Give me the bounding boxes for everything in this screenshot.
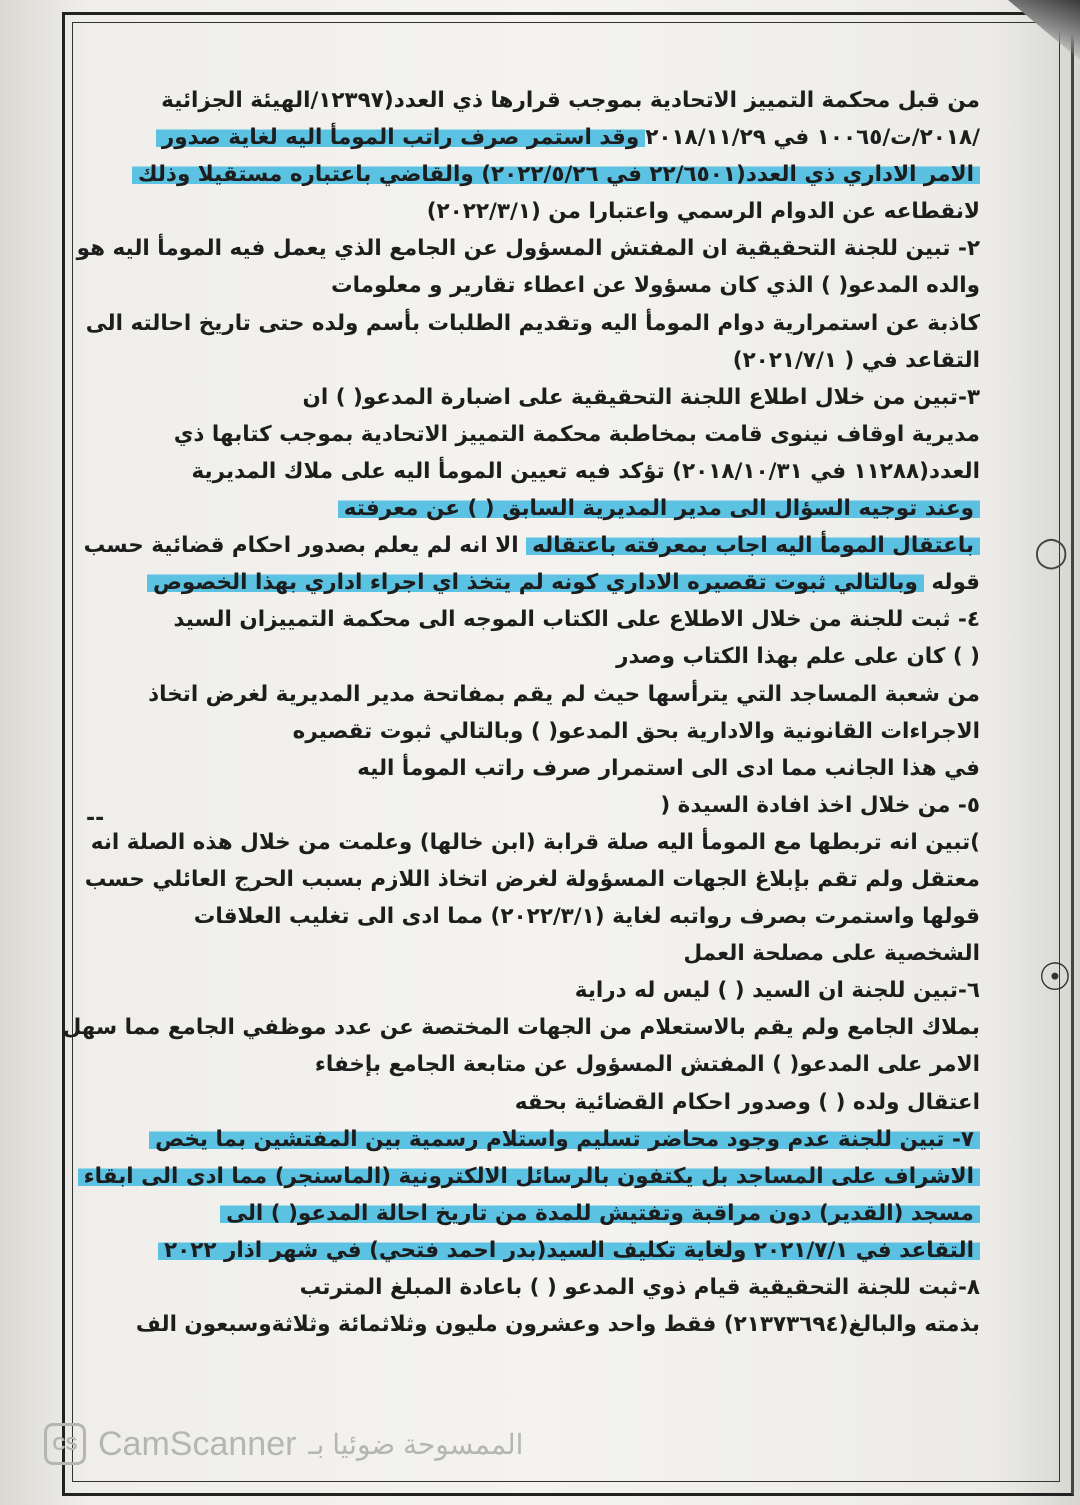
document-line [130,1269,980,1306]
highlighted-text: وعند توجيه السؤال الى مدير المديرية السابق ( ) عن معرفته [338,496,980,521]
document-line [130,156,980,193]
line-text: في هذا الجانب مما ادى الى استمرار صرف راتب المومأ اليه [357,755,980,781]
document-line [130,1121,980,1158]
line-text: من قبل محكمة التمييز الاتحادية بموجب قرارها ذي العدد(١٢٣٩٧/الهيئة الجزائية [161,88,980,113]
watermark-arabic: الممسوحة ضوئيا بـ [308,1428,524,1460]
document-line [84,861,980,898]
highlighted-text: وبالتالي ثبوت تقصيره الاداري كونه لم يتخذ اي اجراء اداري بهذا الخصوص [147,570,924,595]
line-text: الا انه لم يعلم بصدور احكام قضائية حسب [83,533,527,559]
line-text: اعتقال ولده ( ) وصدور احكام القضائية بحقه [514,1089,980,1115]
document-line [130,601,980,638]
margin-mark-circle: ◯ [1034,535,1068,570]
document-line [90,824,980,861]
line-text: بملاك الجامع ولم يقم بالاستعلام من الجهات المختصة عن عدد موظفي الجامع مما سهل [62,1015,980,1041]
document-line [85,305,980,342]
document-line [130,972,980,1009]
line-text: الاجراءات القانونية والادارية بحق المدعو( ) وبالتالي ثبوت تقصيره [292,718,980,744]
camscanner-logo-icon: CS [44,1423,86,1465]
line-text: )تبين انه تربطها مع المومأ اليه صلة قرابة (ابن خالها) وعلمت من خلال هذه الصلة انه [90,829,980,855]
document-line [130,935,980,972]
document-line [130,379,980,416]
line-text: الشخصية على مصلحة العمل [683,941,980,967]
highlighted-text: باعتقال المومأ اليه اجاب بمعرفته باعتقاله [526,533,980,558]
document-line [130,750,980,787]
document-line [130,453,980,490]
line-text: العدد(١١٢٨٨ في ٢٠١٨/١٠/٣١) تؤكد فيه تعيين المومأ اليه على ملاك المديرية [191,458,980,484]
document-line [130,119,980,156]
highlighted-text: الامر الاداري ذي العدد(٢٢/٦٥٠١ في ٢٠٢٢/٥/٢٦) والقاضي باعتباره مستقيلا وذلك [132,162,980,187]
document-line [130,416,980,453]
highlighted-text: ٧- تبين للجنة عدم وجود محاضر تسليم واستلام رسمية بين المفتشين بما يخص [149,1127,980,1152]
line-text: ٨-ثبت للجنة التحقيقية قيام ذوي المدعو ( ) باعادة المبلغ المترتب [299,1275,980,1300]
line-text: ٥- من خلال اخذ افادة السيدة ( [660,792,980,818]
document-line [83,1158,980,1195]
line-text: كاذبة عن استمرارية دوام المومأ اليه وتقديم الطلبات بأسم ولده حتى تاريخ احالته الى [85,310,980,336]
document-line [62,1009,980,1046]
document-line [130,1195,980,1232]
line-text: الامر على المدعو( ) المفتش المسؤول عن متابعة الجامع بإخفاء [314,1052,980,1078]
highlighted-text: وقد استمر صرف راتب المومأ اليه لغاية صدور [156,125,645,150]
line-text: ٤- ثبت للجنة من خلال الاطلاع على الكتاب الموجه الى محكمة التمييزان السيد [173,607,980,633]
document-line [130,638,980,675]
document-line [83,527,980,564]
document-line [130,193,980,230]
document-line [130,564,980,601]
document-line [130,82,980,119]
line-text: ٦-تبين للجنة ان السيد ( ) ليس له دراية [574,978,980,1004]
document-line [130,267,980,304]
document-line [130,787,980,824]
document-line [130,676,980,713]
line-text: ٢- تبين للجنة التحقيقية ان المفتش المسؤول عن الجامع الذي يعمل فيه المومأ اليه هو [76,236,980,262]
highlighted-text: الاشراف على المساجد بل يكتفون بالرسائل الالكترونية (الماسنجر) مما ادى الى ابقاء [78,1164,980,1189]
line-text: مديرية اوقاف نينوى قامت بمخاطبة محكمة التمييز الاتحادية بموجب كتابها ذي [173,421,980,447]
document-line [130,1084,980,1121]
line-text: /٢٠١٨/ت/١٠٠٦٥ في ٢٠١٨/١١/٢٩ [645,125,980,151]
line-text: ( ) كان على علم بهذا الكتاب وصدر [616,644,980,670]
line-text: معتقل ولم تقم بإبلاغ الجهات المسؤولة لغرض اتخاذ اللازم بسبب الحرج العائلي حسب [84,866,980,892]
margin-dash-mark: -- [86,806,105,831]
document-line [130,342,980,379]
document-line [130,1046,980,1083]
watermark-brand: CamScanner [98,1424,297,1463]
highlighted-text: التقاعد في ٢٠٢١/٧/١ ولغاية تكليف السيد(بدر احمد فتحي) في شهر اذار ٢٠٢٢ [158,1238,980,1263]
line-text: قولها واستمرت بصرف رواتبه لغاية (٢٠٢٢/٣/١) مما ادى الى تغليب العلاقات [193,904,980,930]
document-line [130,1306,980,1343]
document-body [62,82,980,1343]
camscanner-watermark [44,1420,624,1468]
line-text: بذمته والبالغ(٢١٣٧٣٦٩٤) فقط واحد وعشرون مليون وثلاثمائة وثلاثةوسبعون الف [135,1312,980,1338]
line-text: قوله [923,570,980,596]
line-text: التقاعد في ( ٢٠٢١/٧/١) [732,347,980,373]
document-line [130,713,980,750]
line-text: من شعبة المساجد التي يترأسها حيث لم يقم بمفاتحة مدير المديرية لغرض اتخاذ [148,681,980,707]
document-line [130,490,980,527]
line-text: ٣-تبين من خلال اطلاع اللجنة التحقيقية على اضبارة المدعو( ) ان [302,384,980,410]
document-line [76,230,980,267]
line-text: لانقطاعه عن الدوام الرسمي واعتبارا من (٢٠٢٢/٣/١) [426,199,980,225]
document-line [130,1232,980,1269]
document-line [130,898,980,935]
line-text: والده المدعو( ) الذي كان مسؤولا عن اعطاء تقارير و معلومات [331,273,980,299]
highlighted-text: مسجد (القدير) دون مراقبة وتفتيش للمدة من تاريخ احالة المدعو( ) الى [220,1201,980,1226]
margin-mark-blot: ☉ [1037,955,1072,999]
